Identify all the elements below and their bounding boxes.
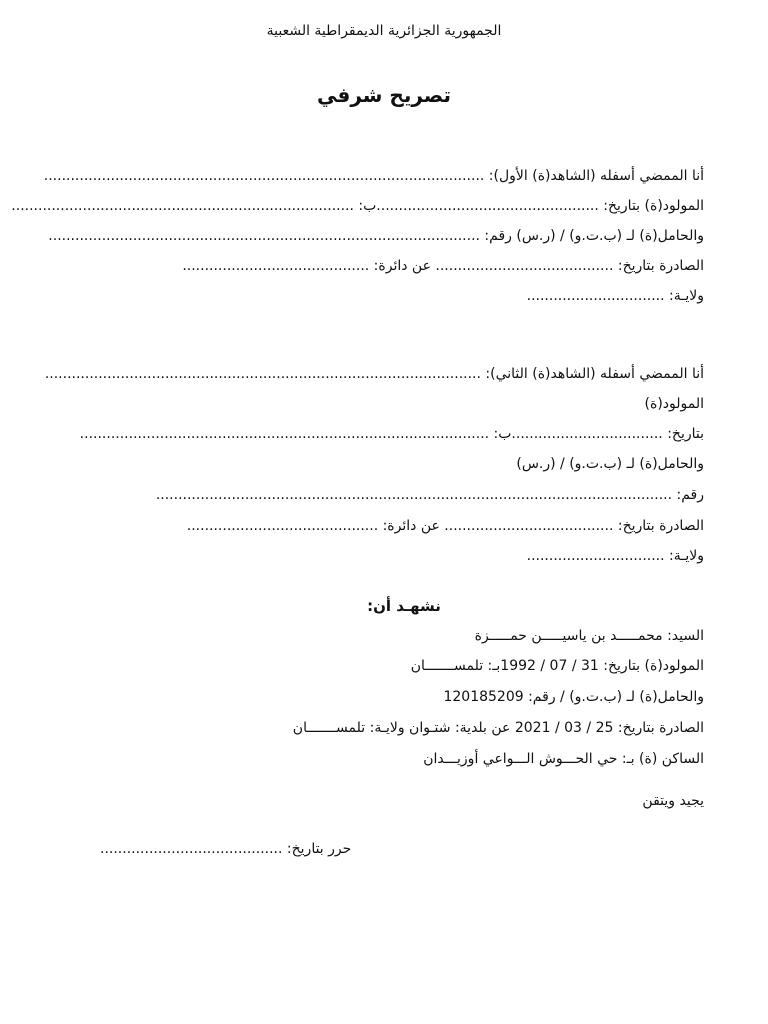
- witness2-name-line: أنا الممضي أسفله (الشاهد(ة) الثاني): ..................................................................................................: [44, 366, 704, 382]
- witness1-birth-line: المولود(ة) بتاريخ: ..................................................ب: .............................................................................: [11, 198, 704, 214]
- testimony-skills-line: يجيد ويتقن: [642, 793, 704, 809]
- testimony-address-line: الساكن (ة) بـ: حي الحـــوش الـــواعي أوزيـــدان: [423, 751, 704, 767]
- witness2-id-line: والحامل(ة) لـ (ب.ت.و) / (ر.س): [516, 456, 704, 472]
- witness2-wilaya-line: ولايـة: ...............................: [526, 548, 704, 564]
- written-date-line: حرر بتاريخ: .........................................: [100, 841, 352, 857]
- witness1-issued-line: الصادرة بتاريخ: ........................................ عن دائرة: ..........................................: [182, 258, 704, 274]
- witness2-born-label: المولود(ة): [644, 396, 704, 412]
- testimony-birth-line: المولود(ة) بتاريخ: 31 / 07 / 1992بـ: تلمســـــــان: [410, 658, 704, 674]
- witness1-name-line: أنا الممضي أسفله (الشاهد(ة) الأول): ...................................................................................................: [43, 168, 704, 184]
- testimony-issued-line: الصادرة بتاريخ: 25 / 03 / 2021 عن بلدية: شتـوان ولايـة: تلمســـــــان: [292, 720, 704, 736]
- testimony-id-line: والحامل(ة) لـ (ب.ت.و) / رقم: 120185209: [443, 689, 704, 705]
- witness1-wilaya-line: ولايـة: ...............................: [526, 288, 704, 304]
- witness2-issued-line: الصادرة بتاريخ: ...................................... عن دائرة: ...........................................: [186, 518, 704, 534]
- testimony-name-line: السيد: محمـــــد بن ياسيـــــن حمـــــزة: [474, 628, 704, 644]
- republic-header: الجمهورية الجزائرية الديمقراطية الشعبية: [266, 23, 502, 39]
- document-title: تصريح شرفي: [317, 83, 451, 107]
- testimony-heading: نشهـد أن:: [367, 597, 441, 615]
- witness2-number-line: رقم: ....................................................................................................................: [155, 487, 704, 503]
- witness1-id-line: والحامل(ة) لـ (ب.ت.و) / (ر.س) رقم: .................................................................................................: [48, 228, 704, 244]
- witness2-birth-line: بتاريخ: ..................................ب: ............................................................................................: [79, 426, 704, 442]
